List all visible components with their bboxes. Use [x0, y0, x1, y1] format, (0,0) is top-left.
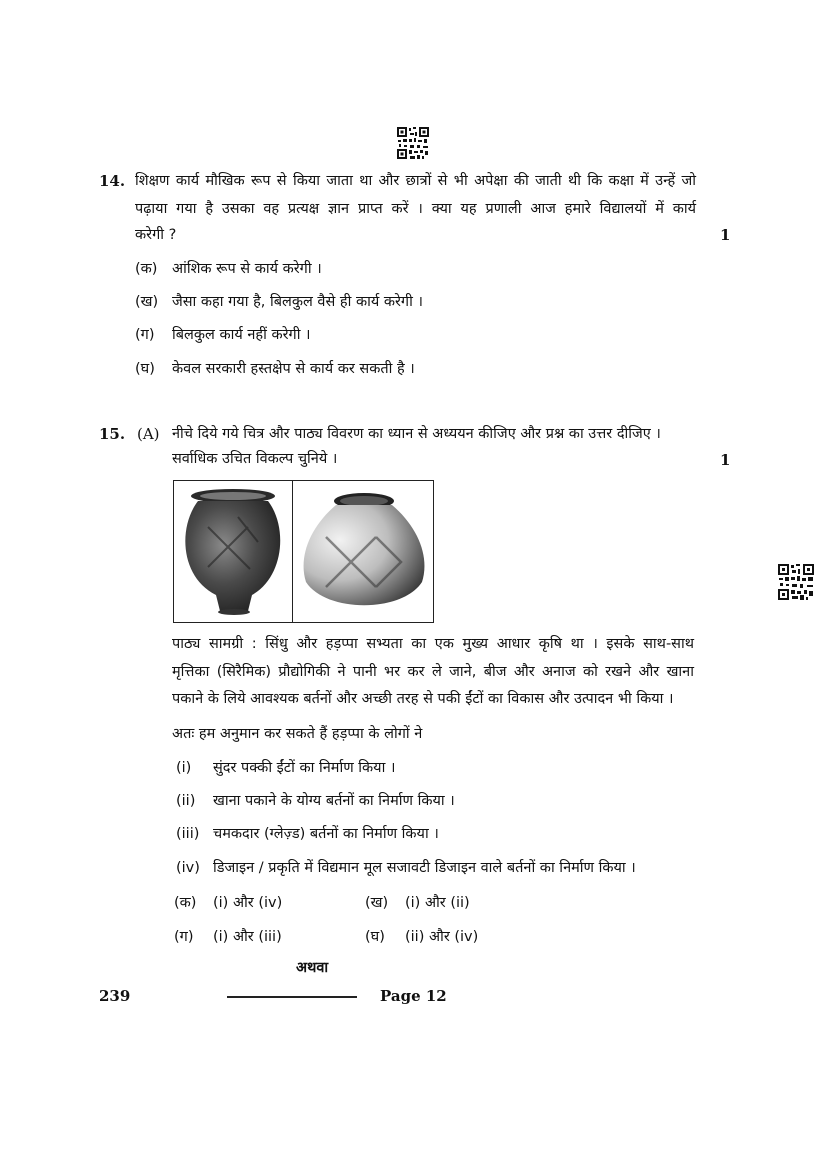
footer-divider [227, 996, 357, 998]
q14-option-label: (घ) [135, 361, 155, 377]
statement-label: (iv) [176, 860, 200, 876]
q14-option-text: केवल सरकारी हस्तक्षेप से कार्य कर सकती है । [172, 361, 415, 377]
or-separator: अथवा [296, 960, 329, 976]
question-14-line-2: पढ़ाया गया है उसका वह प्रत्यक्ष ज्ञान प्राप्त करें । क्या यह प्रणाली आज हमारे विद्यालयों में कार्य [135, 201, 696, 217]
statement-label: (ii) [176, 793, 196, 809]
inference-text: अतः हम अनुमान कर सकते हैं हड़प्पा के लोगों ने [172, 726, 423, 742]
question-15-line-1: नीचे दिये गये चित्र और पाठ्य विवरण का ध्यान से अध्ययन कीजिए और प्रश्न का उत्तर दीजिए । [172, 426, 661, 442]
passage-line-2: मृत्तिका (सिरैमिक) प्रौद्योगिकी ने पानी भर कर ले जाने, बीज और अनाज को रखने और खाना [172, 664, 694, 680]
choice-text: (ii) और (iv) [405, 929, 479, 945]
statement-label: (iii) [176, 826, 200, 842]
statement-text: डिजाइन / प्रकृति में विद्यमान मूल सजावटी डिजाइन वाले बर्तनों का निर्माण किया । [213, 860, 636, 876]
footer-page-number: Page 12 [380, 987, 447, 1005]
choice-text: (i) और (ii) [405, 895, 470, 911]
q14-option-label: (क) [135, 261, 158, 277]
question-15-marks: 1 [720, 451, 731, 469]
question-14-marks: 1 [720, 226, 731, 244]
passage-line-1: पाठ्य सामग्री : सिंधु और हड़प्पा सभ्यता का एक मुख्य आधार कृषि था । इसके साथ-साथ [172, 636, 694, 652]
choice-label: (ग) [174, 929, 194, 945]
q14-option-text: जैसा कहा गया है, बिलकुल वैसे ही कार्य करेगी । [172, 294, 423, 310]
choice-label: (ख) [365, 895, 389, 911]
q14-option-label: (ग) [135, 327, 155, 343]
statement-text: सुंदर पक्की ईंटों का निर्माण किया । [213, 760, 396, 776]
q14-option-label: (ख) [135, 294, 159, 310]
q14-option-text: बिलकुल कार्य नहीं करेगी । [172, 327, 311, 343]
glazed-pot-image [296, 487, 430, 617]
question-14-line-1: शिक्षण कार्य मौखिक रूप से किया जाता था और छात्रों से भी अपेक्षा की जाती थी कि कक्षा में उन्हें जो [135, 173, 696, 189]
choice-label: (घ) [365, 929, 385, 945]
pot-images-frame [173, 480, 434, 623]
side-qr-code-icon [777, 563, 815, 601]
question-15-line-2: सर्वाधिक उचित विकल्प चुनिये । [172, 451, 338, 467]
question-number-14: 14. [99, 172, 126, 190]
choice-label: (क) [174, 895, 197, 911]
statement-text: खाना पकाने के योग्य बर्तनों का निर्माण किया । [213, 793, 455, 809]
statement-text: चमकदार (ग्लेज़्ड) बर्तनों का निर्माण किया । [213, 826, 439, 842]
passage-line-3: पकाने के लिये आवश्यक बर्तनों और अच्छी तरह से पकी ईंटों का विकास और उत्पादन भी किया । [172, 691, 674, 707]
top-qr-code-icon [396, 126, 430, 160]
choice-text: (i) और (iii) [213, 929, 282, 945]
question-15-part: (A) [137, 425, 160, 443]
q14-option-text: आंशिक रूप से कार्य करेगी । [172, 261, 322, 277]
choice-text: (i) और (iv) [213, 895, 283, 911]
question-14-line-3: करेगी ? [135, 227, 177, 243]
statement-label: (i) [176, 760, 192, 776]
dark-pot-image [178, 487, 288, 617]
footer-code: 239 [99, 987, 131, 1005]
question-number-15: 15. [99, 425, 126, 443]
